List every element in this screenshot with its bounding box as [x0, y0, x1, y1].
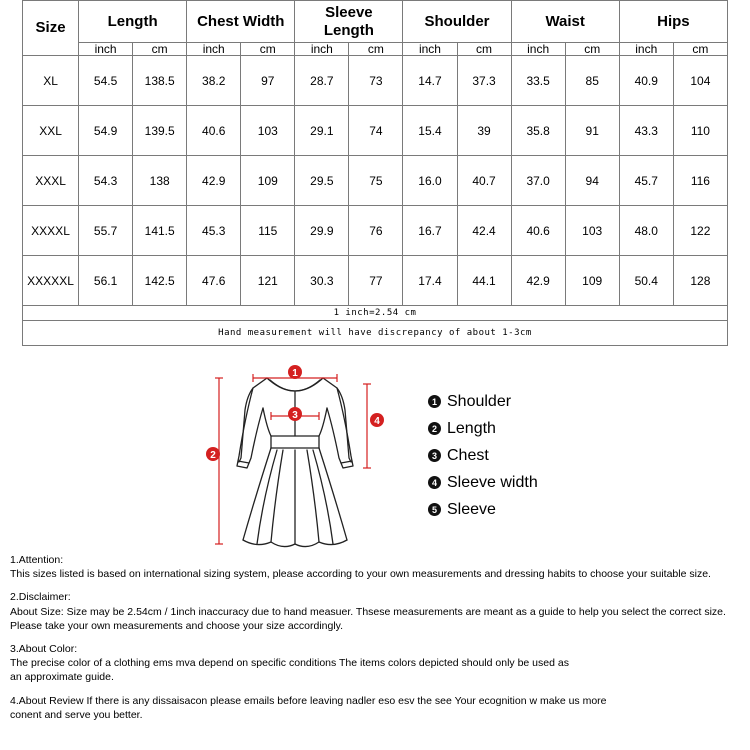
- table-row: [23, 206, 728, 256]
- value-cell: 75: [349, 156, 403, 206]
- marker-4-label: 4: [374, 416, 380, 427]
- note-line: Please take your own measurements and choose your size accordingly.: [10, 619, 344, 632]
- value-cell: 29.9: [295, 206, 349, 256]
- note-line: This sizes listed is based on international sizing system, please according to your own measurements and dressing habits to choose your suitable size.: [10, 568, 711, 581]
- value-cell: 54.5: [79, 56, 133, 106]
- header-hips: Hips: [619, 1, 727, 43]
- value-cell: 37.0: [511, 156, 565, 206]
- value-cell: 74: [349, 106, 403, 156]
- unit-cm: cm: [241, 43, 295, 56]
- value-cell: 122: [673, 206, 727, 256]
- unit-inch: inch: [295, 43, 349, 56]
- legend-label: Sleeve: [447, 500, 496, 518]
- size-chart-table: [22, 0, 728, 346]
- measurement-note-row: [23, 321, 728, 346]
- note-line: 4.About Review If there is any dissaisacon please emails before leaving nadler eso esv the see Your ecognition w make us more: [10, 694, 607, 707]
- value-cell: 38.2: [187, 56, 241, 106]
- value-cell: 14.7: [403, 56, 457, 106]
- legend-number-icon: 3: [428, 449, 441, 462]
- marker-4: [370, 413, 384, 427]
- header-size: Size: [23, 1, 79, 56]
- value-cell: 141.5: [133, 206, 187, 256]
- header-shoulder: Shoulder: [403, 1, 511, 43]
- dress-measurement-diagram: [195, 358, 395, 553]
- conversion-note: 1 inch=2.54 cm: [23, 306, 728, 321]
- legend-item-chest: [428, 442, 538, 469]
- unit-cm: cm: [349, 43, 403, 56]
- value-cell: 109: [241, 156, 295, 206]
- table-row: [23, 156, 728, 206]
- legend-number-icon: 2: [428, 422, 441, 435]
- header-sleeve-length: Sleeve Length: [295, 1, 403, 43]
- value-cell: 103: [241, 106, 295, 156]
- value-cell: 139.5: [133, 106, 187, 156]
- legend-number-icon: 1: [428, 395, 441, 408]
- value-cell: 28.7: [295, 56, 349, 106]
- dress-outline: [237, 378, 353, 547]
- value-cell: 48.0: [619, 206, 673, 256]
- table-header-row: [23, 1, 728, 43]
- unit-cm: cm: [565, 43, 619, 56]
- table-row: [23, 106, 728, 156]
- value-cell: 56.1: [79, 256, 133, 306]
- value-cell: 40.7: [457, 156, 511, 206]
- value-cell: 77: [349, 256, 403, 306]
- note-title: 1.Attention:: [10, 554, 64, 566]
- legend-label: Length: [447, 419, 496, 437]
- measurement-note: Hand measurement will have discrepancy of about 1-3cm: [23, 321, 728, 346]
- table-row: [23, 256, 728, 306]
- value-cell: 91: [565, 106, 619, 156]
- value-cell: 97: [241, 56, 295, 106]
- value-cell: 94: [565, 156, 619, 206]
- measurement-legend: [428, 388, 538, 523]
- value-cell: 15.4: [403, 106, 457, 156]
- marker-1-label: 1: [292, 368, 298, 379]
- value-cell: 40.6: [187, 106, 241, 156]
- value-cell: 54.3: [79, 156, 133, 206]
- legend-label: Chest: [447, 446, 489, 464]
- value-cell: 45.3: [187, 206, 241, 256]
- note-line: an approximate guide.: [10, 671, 114, 684]
- value-cell: 142.5: [133, 256, 187, 306]
- value-cell: 110: [673, 106, 727, 156]
- note-disclaimer: [10, 590, 745, 633]
- note-line: About Size: Size may be 2.54cm / 1inch inaccuracy due to hand measuer. Thsese measurements are meant as a guide to help you select the correct size.: [10, 605, 726, 618]
- value-cell: 76: [349, 206, 403, 256]
- note-about-color: [10, 642, 745, 685]
- note-line: The precise color of a clothing ems mva depend on specific conditions The items colors depicted should only be used as: [10, 657, 569, 670]
- size-cell: XL: [23, 56, 79, 106]
- value-cell: 42.9: [511, 256, 565, 306]
- legend-item-sleeve-width: [428, 469, 538, 496]
- value-cell: 33.5: [511, 56, 565, 106]
- value-cell: 50.4: [619, 256, 673, 306]
- unit-inch: inch: [403, 43, 457, 56]
- unit-inch: inch: [79, 43, 133, 56]
- value-cell: 45.7: [619, 156, 673, 206]
- unit-inch: inch: [619, 43, 673, 56]
- value-cell: 40.6: [511, 206, 565, 256]
- value-cell: 30.3: [295, 256, 349, 306]
- table-row: [23, 56, 728, 106]
- note-about-review: [10, 694, 745, 722]
- marker-3: [288, 407, 302, 421]
- value-cell: 29.1: [295, 106, 349, 156]
- legend-item-shoulder: [428, 388, 538, 415]
- size-cell: XXXL: [23, 156, 79, 206]
- value-cell: 40.9: [619, 56, 673, 106]
- value-cell: 42.4: [457, 206, 511, 256]
- unit-cm: cm: [133, 43, 187, 56]
- unit-row: [23, 43, 728, 56]
- value-cell: 85: [565, 56, 619, 106]
- legend-item-sleeve: [428, 496, 538, 523]
- legend-number-icon: 4: [428, 476, 441, 489]
- legend-label: Shoulder: [447, 392, 512, 410]
- value-cell: 47.6: [187, 256, 241, 306]
- value-cell: 17.4: [403, 256, 457, 306]
- note-title: 2.Disclaimer:: [10, 591, 71, 604]
- value-cell: 29.5: [295, 156, 349, 206]
- marker-2-label: 2: [210, 450, 216, 461]
- value-cell: 128: [673, 256, 727, 306]
- marker-1: [288, 365, 302, 379]
- size-cell: XXXXL: [23, 206, 79, 256]
- unit-cm: cm: [673, 43, 727, 56]
- legend-item-length: [428, 415, 538, 442]
- value-cell: 115: [241, 206, 295, 256]
- legend-number-icon: 5: [428, 503, 441, 516]
- value-cell: 42.9: [187, 156, 241, 206]
- value-cell: 109: [565, 256, 619, 306]
- value-cell: 54.9: [79, 106, 133, 156]
- unit-cm: cm: [457, 43, 511, 56]
- value-cell: 121: [241, 256, 295, 306]
- marker-3-label: 3: [292, 410, 298, 421]
- conversion-note-row: [23, 306, 728, 321]
- header-waist: Waist: [511, 1, 619, 43]
- legend-label: Sleeve width: [447, 473, 538, 491]
- header-chest-width: Chest Width: [187, 1, 295, 43]
- value-cell: 104: [673, 56, 727, 106]
- value-cell: 16.0: [403, 156, 457, 206]
- value-cell: 35.8: [511, 106, 565, 156]
- header-length: Length: [79, 1, 187, 43]
- value-cell: 116: [673, 156, 727, 206]
- value-cell: 37.3: [457, 56, 511, 106]
- note-line: conent and serve you better.: [10, 708, 143, 721]
- value-cell: 43.3: [619, 106, 673, 156]
- value-cell: 44.1: [457, 256, 511, 306]
- value-cell: 138.5: [133, 56, 187, 106]
- notes-section: [10, 553, 745, 731]
- unit-inch: inch: [511, 43, 565, 56]
- size-cell: XXL: [23, 106, 79, 156]
- value-cell: 138: [133, 156, 187, 206]
- marker-2: [206, 447, 220, 461]
- note-title: 3.About Color:: [10, 643, 78, 656]
- size-cell: XXXXXL: [23, 256, 79, 306]
- value-cell: 55.7: [79, 206, 133, 256]
- value-cell: 73: [349, 56, 403, 106]
- value-cell: 103: [565, 206, 619, 256]
- value-cell: 39: [457, 106, 511, 156]
- note-attention: [10, 553, 745, 581]
- value-cell: 16.7: [403, 206, 457, 256]
- unit-inch: inch: [187, 43, 241, 56]
